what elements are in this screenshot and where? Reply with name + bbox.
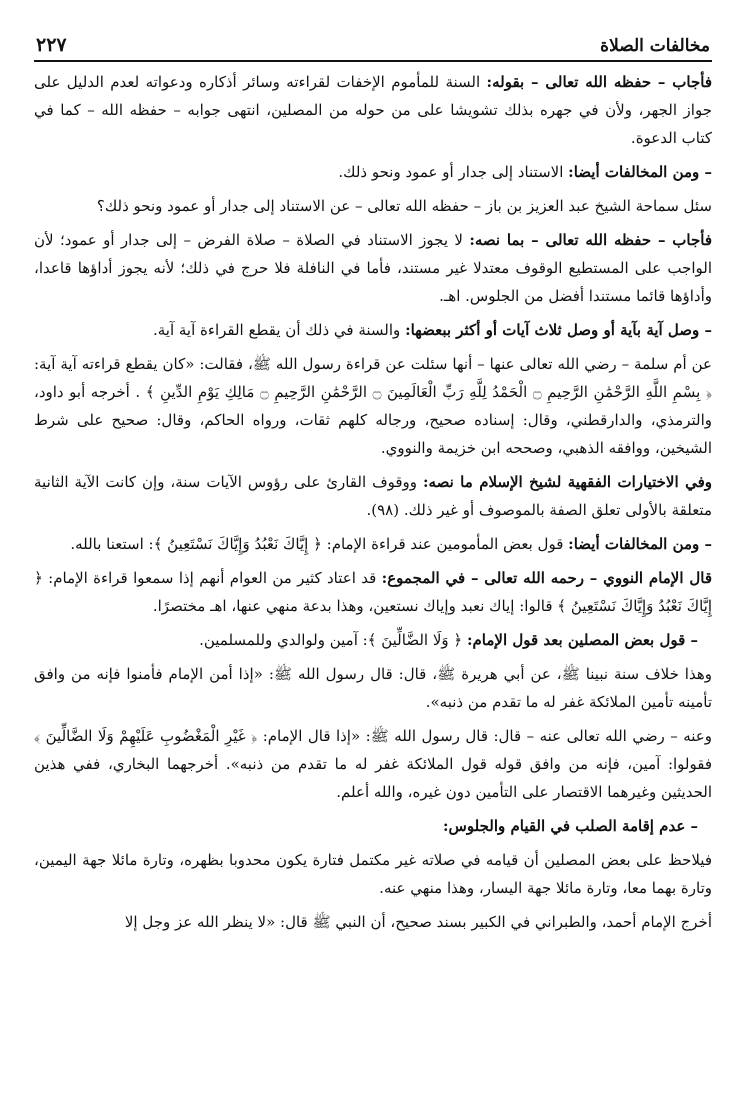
paragraph	[34, 626, 712, 654]
paragraph-lead: – ومن المخالفات أيضا:	[568, 163, 712, 181]
page-number: ٢٢٧	[36, 34, 67, 56]
paragraph-text: قد اعتاد كثير من العوام أنهم إذا سمعوا قراءة الإمام: ﴿ إِيَّاكَ نَعْبُدُ وَإِيَّاكَ نَسْتَعِينُ ﴾ قالوا: إياك نعبد وإياك نستعين، وهذا بدعة منهي عنها، اهـ مختصرًا.	[34, 569, 712, 615]
paragraph-text: السنة للمأموم الإخفات لقراءته وسائر أذكاره ودعواته لعدم الدليل على جواز الجهر، ولأن في جهره بذلك تشويشا على من حوله من المصلين، انتهى جوابه – حفظه الله – كما في كتاب الدعوة.	[34, 73, 712, 147]
paragraph	[34, 350, 712, 462]
paragraph	[34, 468, 712, 524]
paragraph-text: وهذا خلاف سنة نبينا ﷺ، عن أبي هريرة ﷺ، قال: قال رسول الله ﷺ: «إذا أمن الإمام فأمنوا فإنه من وافق تأمينه تأمين الملائكة غفر له ما تقدم من ذنبه».	[34, 665, 712, 711]
paragraph-lead: – ومن المخالفات أيضا:	[568, 535, 712, 553]
paragraph	[34, 192, 712, 220]
running-title: مخالفات الصلاة	[600, 36, 710, 56]
paragraph-text: ﴿ وَلَا الضَّالِّينَ ﴾: آمين ولوالدي وللمسلمين.	[199, 631, 467, 649]
paragraph-text: أخرج الإمام أحمد، والطبراني في الكبير بسند صحيح، أن النبي ﷺ قال: «لا ينظر الله عز وجل إلا	[124, 913, 712, 931]
paragraph-text: لا يجوز الاستناد في الصلاة – صلاة الفرض – إلى جدار أو عمود؛ لأن الواجب على المستطيع الوقوف معتدلا غير مستند، فأما في النافلة فلا حرج في ذلك؛ لأنه يجوز أداؤها قاعدا، وأداؤها قائما مستندا أفضل من الجلوس. اهـ.	[34, 231, 712, 305]
paragraph-text: وعنه – رضي الله تعالى عنه – قال: قال رسول الله ﷺ: «إذا قال الإمام: ﴿ غَيْرِ الْمَغْضُوبِ عَلَيْهِمْ وَلَا الضَّالِّينَ ﴾ فقولوا: آمين، فإنه من وافق قوله قول الملائكة غفر له ما تقدم من ذنبه». أخرجهما البخاري، ففي هذين الحديثين وغيرهما الاقتصار على التأمين دون غيره، والله أعلم.	[34, 727, 712, 801]
paragraph-lead: – عدم إقامة الصلب في القيام والجلوس:	[443, 817, 698, 835]
paragraph-text: عن أم سلمة – رضي الله تعالى عنها – أنها سئلت عن قراءة رسول الله ﷺ، فقالت: «كان يقطع قراءته آية آية: ﴿ بِسْمِ اللَّهِ الرَّحْمَٰنِ الرَّحِيمِ ۝ الْحَمْدُ لِلَّهِ رَبِّ الْعَالَمِينَ ۝ الرَّحْمَٰنِ الرَّحِيمِ ۝ مَالِكِ يَوْمِ الدِّينِ ﴾ . أخرجه أبو داود، والترمذي، والدارقطني، وقال: إسناده صحيح، ورجاله كلهم ثقات، ورواه الحاكم، وقال: صحيح على شرط الشيخين، ووافقه الذهبي، وصححه ابن خزيمة والنووي.	[34, 355, 713, 457]
paragraph-lead: وفي الاختيارات الفقهية لشيخ الإسلام ما نصه:	[423, 473, 712, 491]
paragraph	[34, 660, 712, 716]
paragraph-text: ووقوف القارئ على رؤوس الآيات سنة، وإن كانت الآية الثانية متعلقة بالأولى تعلق الصفة بالموصوف أو غير ذلك. (٩٨).	[34, 473, 712, 519]
paragraph	[34, 316, 712, 344]
page-header	[34, 26, 712, 62]
paragraph	[34, 564, 712, 620]
paragraph	[34, 226, 712, 310]
paragraph	[34, 908, 712, 936]
paragraph	[34, 812, 712, 840]
paragraph-lead: قال الإمام النووي – رحمه الله تعالى – في المجموع:	[381, 569, 712, 587]
paragraph-text: الاستناد إلى جدار أو عمود ونحو ذلك.	[338, 163, 569, 181]
paragraph-lead: – وصل آية بآية أو وصل ثلاث آيات أو أكثر ببعضها:	[405, 321, 712, 339]
paragraph	[34, 158, 712, 186]
page-body	[34, 62, 712, 936]
paragraph-text: سئل سماحة الشيخ عبد العزيز بن باز – حفظه الله تعالى – عن الاستناد إلى جدار أو عمود ونحو ذلك؟	[96, 197, 712, 215]
paragraph	[34, 846, 712, 902]
paragraph	[34, 530, 712, 558]
paragraph	[34, 722, 712, 806]
paragraph-text: والسنة في ذلك أن يقطع القراءة آية آية.	[152, 321, 406, 339]
paragraph-lead: – قول بعض المصلين بعد قول الإمام:	[466, 631, 698, 649]
paragraph-text: قول بعض المأمومين عند قراءة الإمام: ﴿ إِيَّاكَ نَعْبُدُ وَإِيَّاكَ نَسْتَعِينُ ﴾: استعنا بالله.	[70, 535, 569, 553]
paragraph-text: فيلاحظ على بعض المصلين أن قيامه في صلاته غير مكتمل فتارة يكون محدوبا بظهره، وتارة مائلا جهة اليمين، وتارة بهما معا، وتارة مائلا جهة اليسار، وهذا منهي عنه.	[34, 851, 712, 897]
paragraph-lead: فأجاب – حفظه الله تعالى – بقوله:	[486, 73, 712, 91]
paragraph-lead: فأجاب – حفظه الله تعالى – بما نصه:	[469, 231, 713, 249]
paragraph	[34, 68, 712, 152]
